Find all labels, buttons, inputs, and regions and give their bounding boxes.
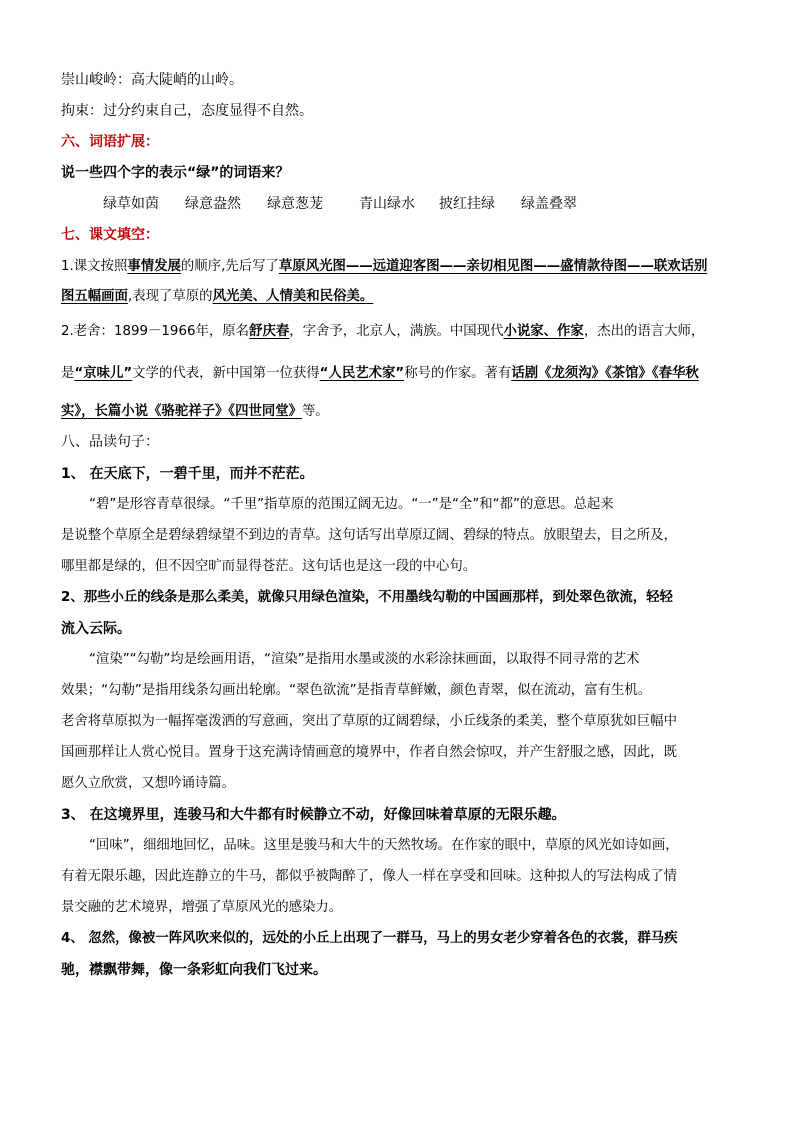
- sentence-1-analysis: “碧”是形容青草很绿。“千里”指草原的范围辽阔无边。“一”是“全”和“都”的意思。总起来: [89, 497, 614, 512]
- text-run: 等。: [302, 404, 329, 419]
- sentence-2-analysis: 效果；“勾勒”是指用线条勾画出轮廓。“翠色欲流”是指青草鲜嫩，颜色青翠，似在流动，富有生机。: [61, 683, 652, 698]
- sentence-2-analysis: 国画那样让人赏心悦目。置身于这充满诗情画意的境界中，作者自然会惊叹，并产生舒服之感，因此，既: [61, 745, 677, 760]
- fill-blank-1-line-2: [61, 287, 373, 307]
- word-item: 披红挂绿: [439, 196, 495, 212]
- sentence-1: 1、 在天底下，一碧千里，而并不茫茫。: [61, 466, 314, 482]
- fill-blank-2-line-1: [61, 322, 704, 342]
- answer-blank: 事情发展: [127, 259, 181, 274]
- fill-blank-1-line-1: [61, 257, 707, 277]
- definition-jushu: 拘束：过分约束自己，态度显得不自然。: [61, 103, 313, 119]
- word-item: 绿盖叠翠: [521, 196, 577, 212]
- text-run: 1.课文按照: [61, 259, 128, 274]
- sentence-2: 2、那些小丘的线条是那么柔美，就像只用绿色渲染，不用墨线勾勒的中国画那样，到处翠色欲流，轻轻: [61, 590, 673, 605]
- text-run: 的顺序,先后写了: [180, 259, 279, 274]
- sentence-4: 4、 忽然，像被一阵风吹来似的，远处的小丘上出现了一群马，马上的男女老少穿着各色的衣裳，群马疾: [61, 931, 678, 946]
- text-run: ，杰出的语言大师，: [583, 324, 705, 339]
- answer-blank: 风光美、人情美和民俗美。: [212, 289, 374, 304]
- sentence-4: 驰，襟飘带舞，像一条彩虹向我们飞过来。: [61, 962, 327, 978]
- sentence-2: 流入云际。: [61, 621, 131, 637]
- definition-chongshan: 崇山峻岭：高大陡峭的山岭。: [61, 72, 243, 88]
- sentence-2-analysis: “渲染”“勾勒”均是绘画用语，“渲染”是指用水墨或淡的水彩涂抹画面，以取得不同寻常的艺术: [89, 652, 640, 667]
- sentence-2-analysis: 老舍将草原拟为一幅挥毫泼洒的写意画，突出了草原的辽阔碧绿，小丘线条的柔美，整个草原犹如巨幅中: [61, 714, 677, 729]
- sentence-3-analysis: 景交融的艺术境界，增强了草原风光的感染力。: [61, 900, 343, 915]
- sentence-3-analysis: 有着无限乐趣，因此连静立的牛马，都似乎被陶醉了，像人一样在享受和回味。这种拟人的写法构成了情: [61, 869, 677, 884]
- text-run: ，字舍予，北京人，满族。中国现代: [289, 324, 504, 339]
- answer-blank: 小说家、作家: [503, 324, 584, 339]
- sentence-3-analysis: “回味”，细细地回忆，品味。这里是骏马和大牛的天然牧场。在作家的眼中，草原的风光如诗如画，: [89, 838, 679, 853]
- sentence-1-analysis: 是说整个草原全是碧绿碧绿望不到边的青草。这句话写出草原辽阔、碧绿的特点。放眼望去，目之所及，: [61, 528, 677, 543]
- text-run: 称号的作家。著有: [404, 366, 512, 381]
- text-run: 是: [61, 366, 75, 381]
- word-item: 绿草如茵: [103, 196, 159, 212]
- word-item: 绿意葱茏: [267, 196, 323, 212]
- text-run: 文学的代表，新中国第一位获得: [132, 366, 320, 381]
- fill-blank-2-line-2: [61, 364, 699, 384]
- section-6-heading: 六、词语扩展：: [61, 134, 159, 150]
- section-6-question: 说一些四个字的表示“绿”的词语来？: [61, 165, 290, 181]
- text-run: 2.老舍：1899－1966年，原名: [61, 324, 250, 339]
- answer-blank: “京味儿”: [74, 366, 133, 381]
- word-item: 青山绿水: [359, 196, 415, 212]
- section-7-heading: 七、课文填空：: [61, 227, 159, 243]
- answer-blank: “人民艺术家”: [319, 366, 405, 381]
- sentence-1-analysis: 哪里都是绿的，但不因空旷而显得苍茫。这句话也是这一段的中心句。: [61, 559, 477, 574]
- answer-blank: 话剧《龙须沟》《茶馆》《春华秋: [511, 366, 699, 381]
- sentence-2-analysis: 愿久立欣赏，又想吟诵诗篇。: [61, 776, 236, 791]
- text-run: ,表现了草原的: [127, 289, 213, 304]
- answer-blank: 实》，长篇小说《骆驼祥子》《四世同堂》: [61, 404, 303, 419]
- green-words-row: [103, 194, 577, 214]
- answer-blank: 草原风光图——远道迎客图——亲切相见图——盛情款待图——联欢话别: [278, 259, 708, 274]
- answer-blank: 图五幅画面: [61, 289, 128, 304]
- answer-blank: 舒庆春: [249, 324, 290, 339]
- sentence-3: 3、 在这境界里，连骏马和大牛都有时候静立不动，好像回味着草原的无限乐趣。: [61, 807, 566, 823]
- section-8-heading: 八、品读句子：: [61, 434, 159, 450]
- word-item: 绿意盎然: [185, 196, 241, 212]
- fill-blank-2-line-3: [61, 402, 329, 422]
